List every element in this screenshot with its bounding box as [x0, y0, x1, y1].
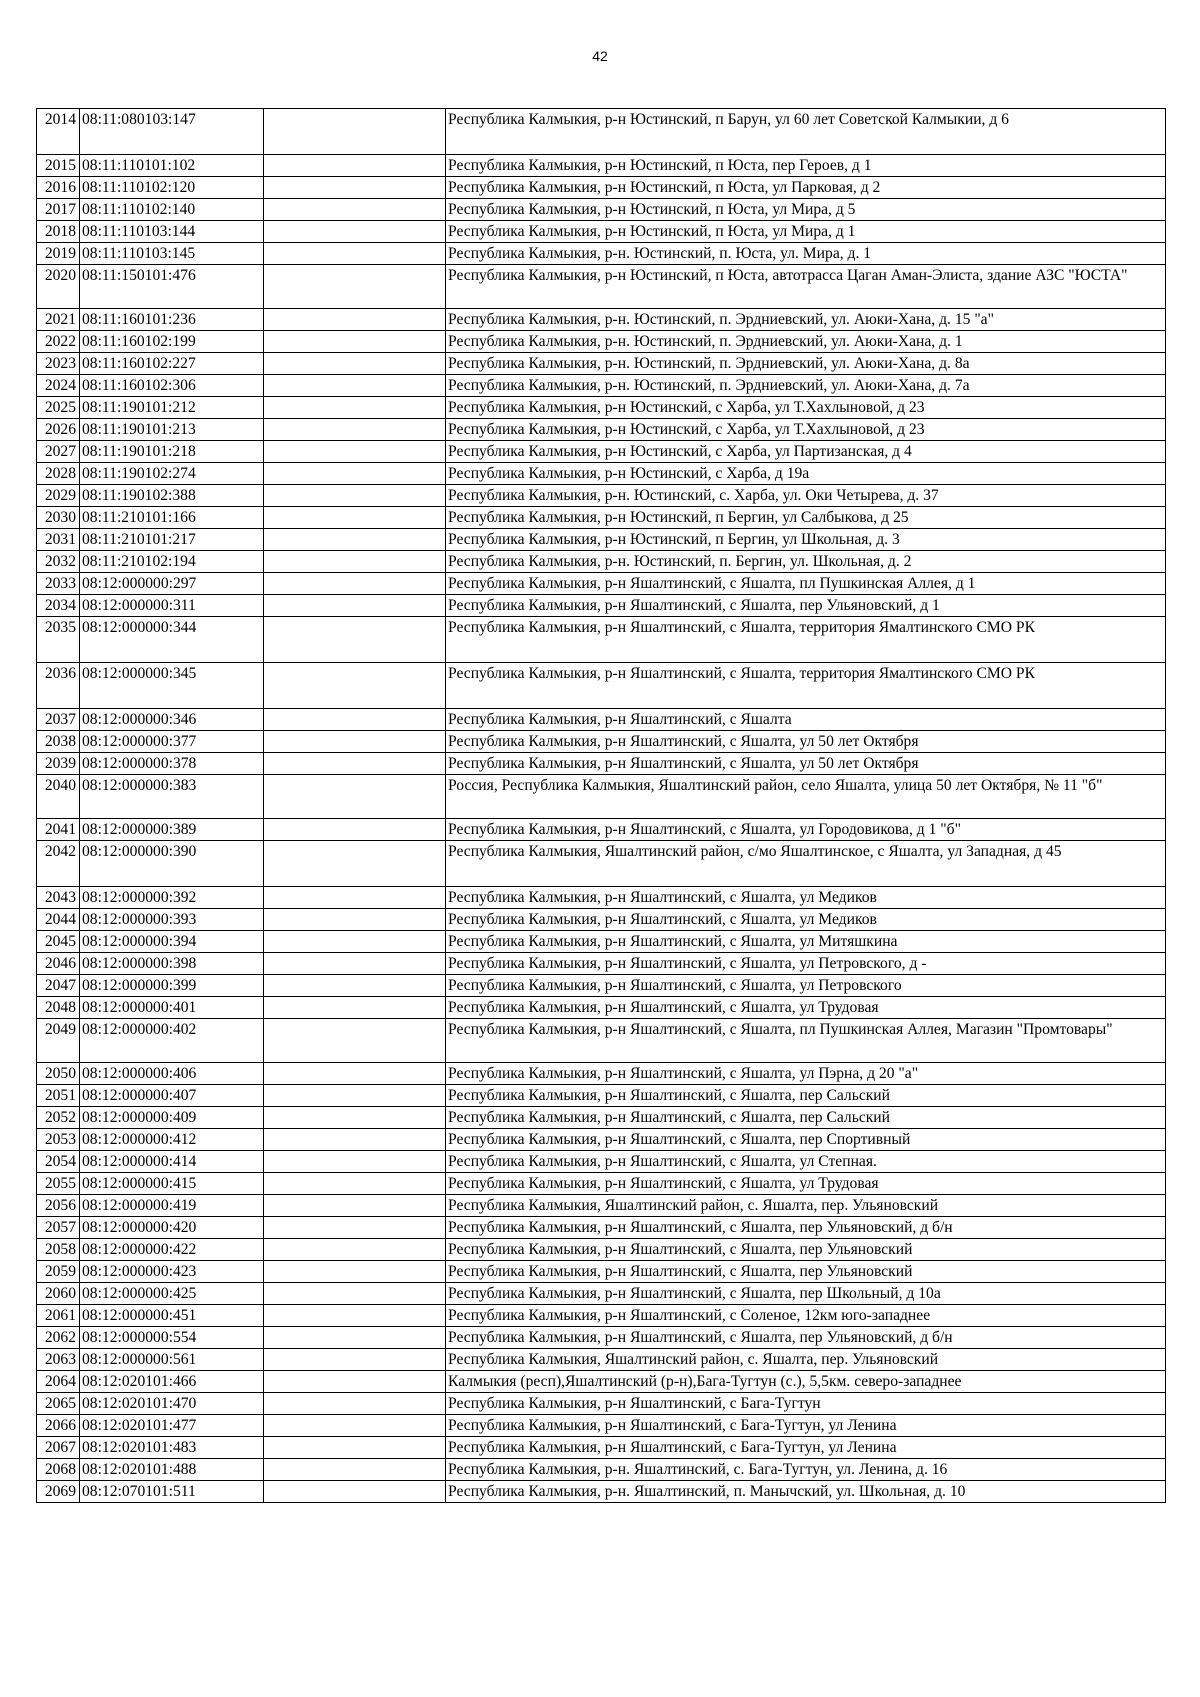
- cadastral-number-cell: 08:12:020101:477: [80, 1415, 264, 1437]
- empty-cell: [264, 221, 446, 243]
- empty-cell: [264, 975, 446, 997]
- row-number-cell: 2028: [37, 463, 80, 485]
- table-row: [37, 573, 1166, 595]
- empty-cell: [264, 1327, 446, 1349]
- empty-cell: [264, 375, 446, 397]
- table-row: [37, 177, 1166, 199]
- row-number-cell: 2045: [37, 931, 80, 953]
- cadastral-number-cell: 08:11:110103:144: [80, 221, 264, 243]
- empty-cell: [264, 731, 446, 753]
- empty-cell: [264, 1393, 446, 1415]
- cadastral-number-cell: 08:12:000000:561: [80, 1349, 264, 1371]
- address-cell: Республика Калмыкия, р-н. Юстинский, п. Эрдниевский, ул. Аюки-Хана, д. 8а: [446, 353, 1166, 375]
- row-number-cell: 2047: [37, 975, 80, 997]
- cadastral-number-cell: 08:12:000000:393: [80, 909, 264, 931]
- table-row: [37, 887, 1166, 909]
- table-row: [37, 617, 1166, 663]
- cadastral-number-cell: 08:11:210102:194: [80, 551, 264, 573]
- empty-cell: [264, 309, 446, 331]
- address-cell: Республика Калмыкия, р-н Яшалтинский, с Яшалта, пер Ульяновский, д б/н: [446, 1217, 1166, 1239]
- table-row: [37, 265, 1166, 309]
- address-cell: Республика Калмыкия, р-н Яшалтинский, с Яшалта, пер Ульяновский: [446, 1239, 1166, 1261]
- row-number-cell: 2053: [37, 1129, 80, 1151]
- row-number-cell: 2022: [37, 331, 80, 353]
- cadastral-number-cell: 08:12:000000:401: [80, 997, 264, 1019]
- page-number: 42: [592, 48, 608, 64]
- row-number-cell: 2054: [37, 1151, 80, 1173]
- empty-cell: [264, 909, 446, 931]
- cadastral-number-cell: 08:12:000000:346: [80, 709, 264, 731]
- row-number-cell: 2064: [37, 1371, 80, 1393]
- row-number-cell: 2035: [37, 617, 80, 663]
- address-cell: Республика Калмыкия, р-н Яшалтинский, с Яшалта, территория Ямалтинского СМО РК: [446, 617, 1166, 663]
- row-number-cell: 2066: [37, 1415, 80, 1437]
- cadastral-number-cell: 08:11:190102:388: [80, 485, 264, 507]
- cadastral-number-cell: 08:11:210101:217: [80, 529, 264, 551]
- address-cell: Республика Калмыкия, р-н Яшалтинский, с Яшалта, ул Трудовая: [446, 1173, 1166, 1195]
- empty-cell: [264, 887, 446, 909]
- address-cell: Республика Калмыкия, р-н. Юстинский, с. Харба, ул. Оки Четырева, д. 37: [446, 485, 1166, 507]
- cadastral-number-cell: 08:12:000000:378: [80, 753, 264, 775]
- table-row: [37, 975, 1166, 997]
- row-number-cell: 2050: [37, 1063, 80, 1085]
- cadastral-number-cell: 08:11:110101:102: [80, 155, 264, 177]
- table-row: [37, 841, 1166, 887]
- row-number-cell: 2019: [37, 243, 80, 265]
- empty-cell: [264, 1261, 446, 1283]
- address-cell: Республика Калмыкия, р-н Яшалтинский, с Яшалта, ул 50 лет Октября: [446, 731, 1166, 753]
- table-row: [37, 1173, 1166, 1195]
- address-cell: Республика Калмыкия, р-н Яшалтинский, с Яшалта, территория Ямалтинского СМО РК: [446, 663, 1166, 709]
- empty-cell: [264, 463, 446, 485]
- row-number-cell: 2032: [37, 551, 80, 573]
- address-cell: Республика Калмыкия, р-н. Юстинский, п. Эрдниевский, ул. Аюки-Хана, д. 7а: [446, 375, 1166, 397]
- table-row: [37, 507, 1166, 529]
- table-row: [37, 397, 1166, 419]
- row-number-cell: 2068: [37, 1459, 80, 1481]
- row-number-cell: 2044: [37, 909, 80, 931]
- row-number-cell: 2026: [37, 419, 80, 441]
- row-number-cell: 2061: [37, 1305, 80, 1327]
- empty-cell: [264, 753, 446, 775]
- row-number-cell: 2048: [37, 997, 80, 1019]
- address-cell: Республика Калмыкия, р-н Яшалтинский, с Яшалта, ул Медиков: [446, 909, 1166, 931]
- row-number-cell: 2025: [37, 397, 80, 419]
- empty-cell: [264, 507, 446, 529]
- table-row: [37, 1063, 1166, 1085]
- address-cell: Республика Калмыкия, р-н Юстинский, п Барун, ул 60 лет Советской Калмыкии, д 6: [446, 109, 1166, 155]
- row-number-cell: 2027: [37, 441, 80, 463]
- empty-cell: [264, 243, 446, 265]
- cadastral-number-cell: 08:12:000000:554: [80, 1327, 264, 1349]
- empty-cell: [264, 109, 446, 155]
- row-number-cell: 2067: [37, 1437, 80, 1459]
- table-row: [37, 997, 1166, 1019]
- table-row: [37, 1283, 1166, 1305]
- row-number-cell: 2038: [37, 731, 80, 753]
- table-row: [37, 331, 1166, 353]
- cadastral-number-cell: 08:12:000000:419: [80, 1195, 264, 1217]
- cadastral-number-cell: 08:12:000000:383: [80, 775, 264, 819]
- address-cell: Республика Калмыкия, р-н Яшалтинский, с Яшалта, ул Медиков: [446, 887, 1166, 909]
- row-number-cell: 2057: [37, 1217, 80, 1239]
- cadastral-number-cell: 08:12:000000:389: [80, 819, 264, 841]
- empty-cell: [264, 709, 446, 731]
- table-row: [37, 1393, 1166, 1415]
- empty-cell: [264, 419, 446, 441]
- row-number-cell: 2037: [37, 709, 80, 731]
- table-row: [37, 1085, 1166, 1107]
- row-number-cell: 2033: [37, 573, 80, 595]
- address-cell: Республика Калмыкия, р-н Юстинский, п Бергин, ул Школьная, д. 3: [446, 529, 1166, 551]
- table-row: [37, 1371, 1166, 1393]
- row-number-cell: 2021: [37, 309, 80, 331]
- empty-cell: [264, 775, 446, 819]
- empty-cell: [264, 1349, 446, 1371]
- table-row: [37, 819, 1166, 841]
- address-cell: Калмыкия (респ),Яшалтинский (р-н),Бага-Тугтун (с.), 5,5км. северо-западнее: [446, 1371, 1166, 1393]
- address-cell: Республика Калмыкия, р-н Яшалтинский, с Яшалта, пл Пушкинская Аллея, д 1: [446, 573, 1166, 595]
- empty-cell: [264, 1481, 446, 1503]
- row-number-cell: 2014: [37, 109, 80, 155]
- row-number-cell: 2020: [37, 265, 80, 309]
- address-cell: Республика Калмыкия, р-н Юстинский, с Харба, д 19а: [446, 463, 1166, 485]
- row-number-cell: 2030: [37, 507, 80, 529]
- cadastral-number-cell: 08:11:160102:199: [80, 331, 264, 353]
- table-row: [37, 1239, 1166, 1261]
- cadastral-number-cell: 08:12:000000:377: [80, 731, 264, 753]
- row-number-cell: 2059: [37, 1261, 80, 1283]
- row-number-cell: 2043: [37, 887, 80, 909]
- address-cell: Республика Калмыкия, р-н Яшалтинский, с Яшалта, пер Ульяновский, д 1: [446, 595, 1166, 617]
- empty-cell: [264, 1107, 446, 1129]
- row-number-cell: 2065: [37, 1393, 80, 1415]
- address-cell: Республика Калмыкия, р-н Яшалтинский, с Яшалта, ул Городовикова, д 1 "б": [446, 819, 1166, 841]
- cadastral-number-cell: 08:11:160102:227: [80, 353, 264, 375]
- address-cell: Республика Калмыкия, р-н Яшалтинский, с Яшалта: [446, 709, 1166, 731]
- cadastral-number-cell: 08:12:020101:488: [80, 1459, 264, 1481]
- cadastral-number-cell: 08:12:000000:398: [80, 953, 264, 975]
- table-row: [37, 775, 1166, 819]
- cadastral-number-cell: 08:11:080103:147: [80, 109, 264, 155]
- cadastral-number-cell: 08:12:000000:422: [80, 1239, 264, 1261]
- table-row: [37, 1107, 1166, 1129]
- address-cell: Республика Калмыкия, р-н Яшалтинский, с Яшалта, пер Сальский: [446, 1107, 1166, 1129]
- cadastral-number-cell: 08:12:000000:420: [80, 1217, 264, 1239]
- address-cell: Республика Калмыкия, р-н Юстинский, с Харба, ул Т.Хахлыновой, д 23: [446, 419, 1166, 441]
- empty-cell: [264, 199, 446, 221]
- table-row: [37, 1305, 1166, 1327]
- table-row: [37, 529, 1166, 551]
- table-row: [37, 221, 1166, 243]
- row-number-cell: 2060: [37, 1283, 80, 1305]
- empty-cell: [264, 573, 446, 595]
- cadastral-number-cell: 08:12:000000:390: [80, 841, 264, 887]
- address-cell: Республика Калмыкия, р-н Юстинский, п Юста, автотрасса Цаган Аман-Элиста, здание АЗС "ЮСТА": [446, 265, 1166, 309]
- row-number-cell: 2055: [37, 1173, 80, 1195]
- table-row: [37, 1327, 1166, 1349]
- table-row: [37, 375, 1166, 397]
- address-cell: Республика Калмыкия, р-н Яшалтинский, с Яшалта, пер Ульяновский: [446, 1261, 1166, 1283]
- table-row: [37, 463, 1166, 485]
- property-table: [36, 108, 1166, 1503]
- table-row: [37, 551, 1166, 573]
- cadastral-number-cell: 08:12:000000:399: [80, 975, 264, 997]
- address-cell: Республика Калмыкия, р-н Яшалтинский, с Яшалта, ул Петровского, д -: [446, 953, 1166, 975]
- row-number-cell: 2058: [37, 1239, 80, 1261]
- empty-cell: [264, 1371, 446, 1393]
- row-number-cell: 2069: [37, 1481, 80, 1503]
- empty-cell: [264, 1217, 446, 1239]
- cadastral-number-cell: 08:11:110103:145: [80, 243, 264, 265]
- address-cell: Республика Калмыкия, р-н Яшалтинский, с Яшалта, ул Трудовая: [446, 997, 1166, 1019]
- table-row: [37, 1349, 1166, 1371]
- address-cell: Республика Калмыкия, р-н. Юстинский, п. Бергин, ул. Школьная, д. 2: [446, 551, 1166, 573]
- address-cell: Республика Калмыкия, р-н Юстинский, п Юста, ул Мира, д 1: [446, 221, 1166, 243]
- table-row: [37, 1019, 1166, 1063]
- cadastral-number-cell: 08:11:190101:213: [80, 419, 264, 441]
- empty-cell: [264, 551, 446, 573]
- empty-cell: [264, 1085, 446, 1107]
- address-cell: Республика Калмыкия, р-н. Юстинский, п. Эрдниевский, ул. Аюки-Хана, д. 1: [446, 331, 1166, 353]
- cadastral-number-cell: 08:12:020101:483: [80, 1437, 264, 1459]
- address-cell: Республика Калмыкия, р-н Яшалтинский, с Яшалта, ул Петровского: [446, 975, 1166, 997]
- empty-cell: [264, 1063, 446, 1085]
- address-cell: Республика Калмыкия, р-н Яшалтинский, с Яшалта, ул Пэрна, д 20 "а": [446, 1063, 1166, 1085]
- empty-cell: [264, 529, 446, 551]
- row-number-cell: 2015: [37, 155, 80, 177]
- cadastral-number-cell: 08:11:190102:274: [80, 463, 264, 485]
- empty-cell: [264, 397, 446, 419]
- table-row: [37, 155, 1166, 177]
- table-row: [37, 441, 1166, 463]
- row-number-cell: 2062: [37, 1327, 80, 1349]
- cadastral-number-cell: 08:11:190101:212: [80, 397, 264, 419]
- row-number-cell: 2041: [37, 819, 80, 841]
- row-number-cell: 2039: [37, 753, 80, 775]
- table-row: [37, 309, 1166, 331]
- address-cell: Республика Калмыкия, р-н Яшалтинский, с Яшалта, ул Митяшкина: [446, 931, 1166, 953]
- table-row: [37, 709, 1166, 731]
- table-row: [37, 595, 1166, 617]
- empty-cell: [264, 1305, 446, 1327]
- table-row: [37, 1129, 1166, 1151]
- cadastral-number-cell: 08:11:150101:476: [80, 265, 264, 309]
- table-row: [37, 753, 1166, 775]
- row-number-cell: 2063: [37, 1349, 80, 1371]
- address-cell: Республика Калмыкия, р-н Яшалтинский, с Яшалта, пер Школьный, д 10а: [446, 1283, 1166, 1305]
- empty-cell: [264, 1173, 446, 1195]
- address-cell: Республика Калмыкия, р-н Яшалтинский, с Яшалта, пл Пушкинская Аллея, Магазин "Промтовары": [446, 1019, 1166, 1063]
- row-number-cell: 2017: [37, 199, 80, 221]
- table-row: [37, 1459, 1166, 1481]
- cadastral-number-cell: 08:11:190101:218: [80, 441, 264, 463]
- row-number-cell: 2023: [37, 353, 80, 375]
- empty-cell: [264, 1459, 446, 1481]
- empty-cell: [264, 485, 446, 507]
- cadastral-number-cell: 08:12:000000:311: [80, 595, 264, 617]
- table-row: [37, 1437, 1166, 1459]
- empty-cell: [264, 841, 446, 887]
- empty-cell: [264, 1151, 446, 1173]
- table-row: [37, 931, 1166, 953]
- row-number-cell: 2029: [37, 485, 80, 507]
- cadastral-number-cell: 08:12:000000:414: [80, 1151, 264, 1173]
- address-cell: Республика Калмыкия, р-н. Яшалтинский, с. Бага-Тугтун, ул. Ленина, д. 16: [446, 1459, 1166, 1481]
- address-cell: Республика Калмыкия, р-н Яшалтинский, с Яшалта, ул Степная.: [446, 1151, 1166, 1173]
- empty-cell: [264, 617, 446, 663]
- cadastral-number-cell: 08:12:020101:470: [80, 1393, 264, 1415]
- address-cell: Республика Калмыкия, р-н Яшалтинский, с Бага-Тугтун, ул Ленина: [446, 1437, 1166, 1459]
- address-cell: Республика Калмыкия, р-н. Юстинский, п. Юста, ул. Мира, д. 1: [446, 243, 1166, 265]
- address-cell: Республика Калмыкия, р-н Яшалтинский, с Бага-Тугтун: [446, 1393, 1166, 1415]
- table-row: [37, 485, 1166, 507]
- address-cell: Республика Калмыкия, р-н Яшалтинский, с Бага-Тугтун, ул Ленина: [446, 1415, 1166, 1437]
- table-row: [37, 419, 1166, 441]
- cadastral-number-cell: 08:12:070101:511: [80, 1481, 264, 1503]
- cadastral-number-cell: 08:12:020101:466: [80, 1371, 264, 1393]
- empty-cell: [264, 997, 446, 1019]
- address-cell: Республика Калмыкия, р-н Юстинский, с Харба, ул Партизанская, д 4: [446, 441, 1166, 463]
- cadastral-number-cell: 08:12:000000:344: [80, 617, 264, 663]
- cadastral-number-cell: 08:12:000000:415: [80, 1173, 264, 1195]
- address-cell: Республика Калмыкия, р-н Юстинский, п Юста, ул Мира, д 5: [446, 199, 1166, 221]
- empty-cell: [264, 265, 446, 309]
- row-number-cell: 2052: [37, 1107, 80, 1129]
- table-row: [37, 909, 1166, 931]
- cadastral-number-cell: 08:12:000000:402: [80, 1019, 264, 1063]
- row-number-cell: 2042: [37, 841, 80, 887]
- empty-cell: [264, 177, 446, 199]
- empty-cell: [264, 1283, 446, 1305]
- cadastral-number-cell: 08:11:110102:120: [80, 177, 264, 199]
- address-cell: Республика Калмыкия, р-н Юстинский, п Бергин, ул Салбыкова, д 25: [446, 507, 1166, 529]
- table-row: [37, 1217, 1166, 1239]
- empty-cell: [264, 353, 446, 375]
- empty-cell: [264, 1129, 446, 1151]
- cadastral-number-cell: 08:11:160102:306: [80, 375, 264, 397]
- address-cell: Россия, Республика Калмыкия, Яшалтинский район, село Яшалта, улица 50 лет Октября, № 11 "б": [446, 775, 1166, 819]
- empty-cell: [264, 663, 446, 709]
- address-cell: Республика Калмыкия, р-н Яшалтинский, с Яшалта, пер Ульяновский, д б/н: [446, 1327, 1166, 1349]
- address-cell: Республика Калмыкия, р-н Юстинский, с Харба, ул Т.Хахлыновой, д 23: [446, 397, 1166, 419]
- cadastral-number-cell: 08:12:000000:394: [80, 931, 264, 953]
- row-number-cell: 2016: [37, 177, 80, 199]
- cadastral-number-cell: 08:12:000000:297: [80, 573, 264, 595]
- empty-cell: [264, 931, 446, 953]
- cadastral-number-cell: 08:12:000000:406: [80, 1063, 264, 1085]
- cadastral-number-cell: 08:12:000000:412: [80, 1129, 264, 1151]
- table-row: [37, 731, 1166, 753]
- empty-cell: [264, 1415, 446, 1437]
- table-row: [37, 1481, 1166, 1503]
- table-row: [37, 1195, 1166, 1217]
- address-cell: Республика Калмыкия, р-н Юстинский, п Юста, пер Героев, д 1: [446, 155, 1166, 177]
- row-number-cell: 2046: [37, 953, 80, 975]
- table-row: [37, 199, 1166, 221]
- row-number-cell: 2049: [37, 1019, 80, 1063]
- row-number-cell: 2031: [37, 529, 80, 551]
- cadastral-number-cell: 08:11:210101:166: [80, 507, 264, 529]
- address-cell: Республика Калмыкия, р-н Яшалтинский, с Яшалта, пер Сальский: [446, 1085, 1166, 1107]
- row-number-cell: 2024: [37, 375, 80, 397]
- address-cell: Республика Калмыкия, Яшалтинский район, с/мо Яшалтинское, с Яшалта, ул Западная, д 45: [446, 841, 1166, 887]
- row-number-cell: 2018: [37, 221, 80, 243]
- cadastral-number-cell: 08:12:000000:451: [80, 1305, 264, 1327]
- address-cell: Республика Калмыкия, р-н Юстинский, п Юста, ул Парковая, д 2: [446, 177, 1166, 199]
- empty-cell: [264, 441, 446, 463]
- table-row: [37, 663, 1166, 709]
- cadastral-number-cell: 08:12:000000:423: [80, 1261, 264, 1283]
- row-number-cell: 2056: [37, 1195, 80, 1217]
- empty-cell: [264, 155, 446, 177]
- row-number-cell: 2036: [37, 663, 80, 709]
- address-cell: Республика Калмыкия, р-н Яшалтинский, с Яшалта, пер Спортивный: [446, 1129, 1166, 1151]
- cadastral-number-cell: 08:11:110102:140: [80, 199, 264, 221]
- cadastral-number-cell: 08:12:000000:392: [80, 887, 264, 909]
- empty-cell: [264, 819, 446, 841]
- cadastral-number-cell: 08:11:160101:236: [80, 309, 264, 331]
- cadastral-number-cell: 08:12:000000:409: [80, 1107, 264, 1129]
- empty-cell: [264, 1437, 446, 1459]
- row-number-cell: 2051: [37, 1085, 80, 1107]
- empty-cell: [264, 1239, 446, 1261]
- table-body: [37, 109, 1166, 1503]
- table-row: [37, 109, 1166, 155]
- address-cell: Республика Калмыкия, р-н Яшалтинский, с Яшалта, ул 50 лет Октября: [446, 753, 1166, 775]
- table-row: [37, 1415, 1166, 1437]
- empty-cell: [264, 1019, 446, 1063]
- address-cell: Республика Калмыкия, Яшалтинский район, с. Яшалта, пер. Ульяновский: [446, 1349, 1166, 1371]
- empty-cell: [264, 953, 446, 975]
- cadastral-number-cell: 08:12:000000:425: [80, 1283, 264, 1305]
- empty-cell: [264, 1195, 446, 1217]
- table-row: [37, 1261, 1166, 1283]
- table-row: [37, 953, 1166, 975]
- empty-cell: [264, 331, 446, 353]
- address-cell: Республика Калмыкия, р-н. Юстинский, п. Эрдниевский, ул. Аюки-Хана, д. 15 "а": [446, 309, 1166, 331]
- address-cell: Республика Калмыкия, р-н. Яшалтинский, п. Манычский, ул. Школьная, д. 10: [446, 1481, 1166, 1503]
- empty-cell: [264, 595, 446, 617]
- row-number-cell: 2034: [37, 595, 80, 617]
- table-row: [37, 1151, 1166, 1173]
- row-number-cell: 2040: [37, 775, 80, 819]
- address-cell: Республика Калмыкия, р-н Яшалтинский, с Соленое, 12км юго-западнее: [446, 1305, 1166, 1327]
- cadastral-number-cell: 08:12:000000:345: [80, 663, 264, 709]
- table-row: [37, 353, 1166, 375]
- address-cell: Республика Калмыкия, Яшалтинский район, с. Яшалта, пер. Ульяновский: [446, 1195, 1166, 1217]
- cadastral-number-cell: 08:12:000000:407: [80, 1085, 264, 1107]
- table-row: [37, 243, 1166, 265]
